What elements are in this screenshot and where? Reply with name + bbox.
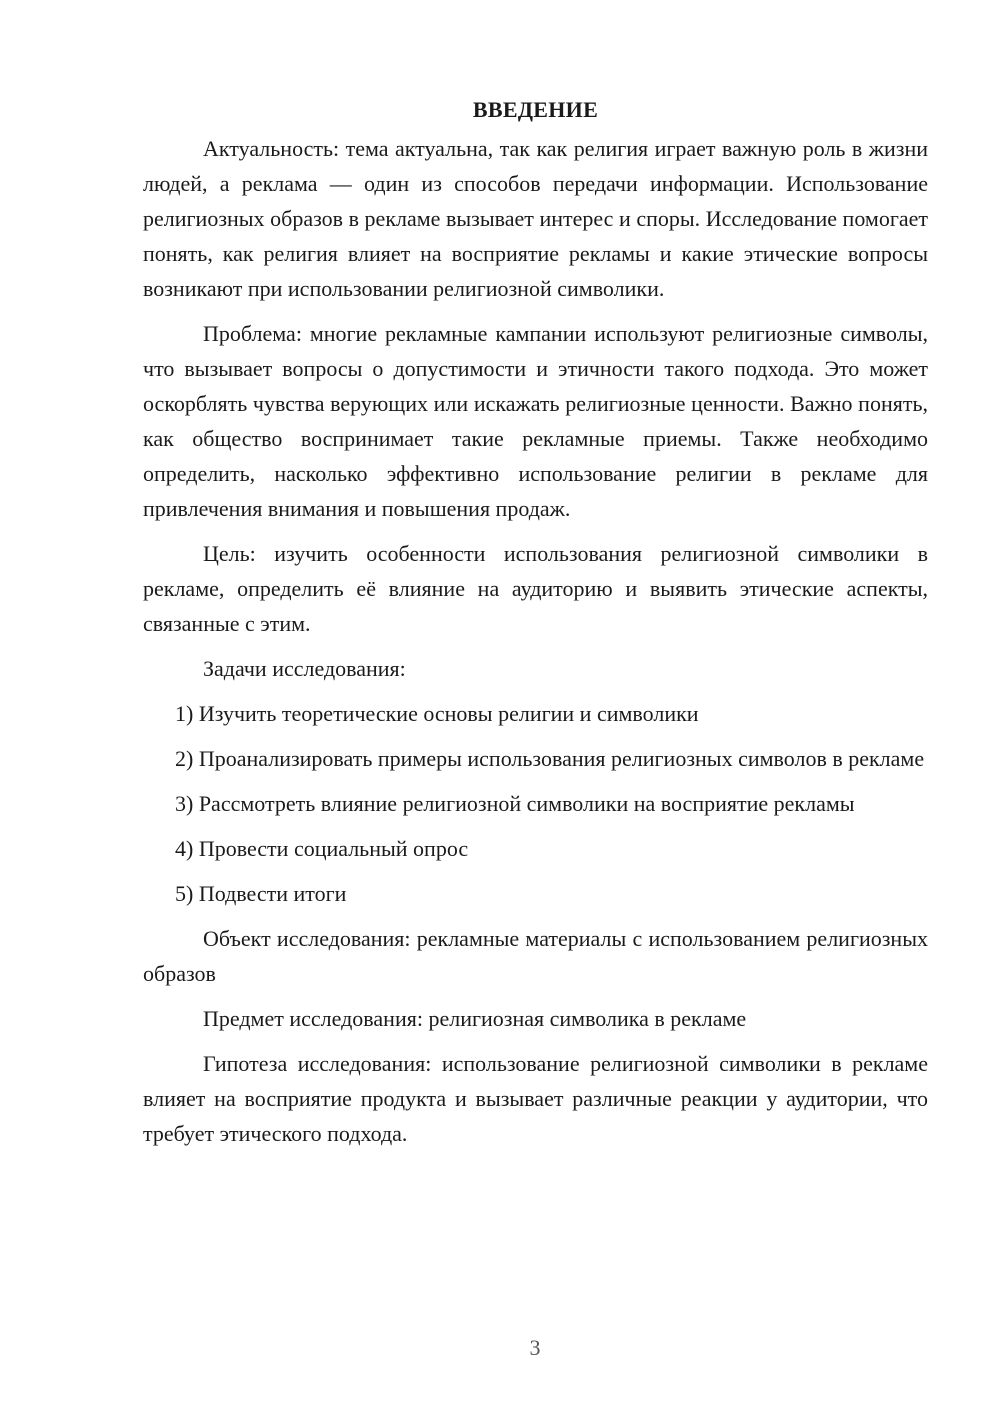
tasks-heading: Задачи исследования: — [203, 656, 406, 681]
document-page — [143, 92, 928, 1161]
paragraph-hypothesis: Гипотеза исследования: использование религиозной символики в рекламе влияет на восприятие продукта и вызывает различные реакции у аудитории, что требует этического подхода. — [143, 1051, 928, 1146]
page-title: ВВЕДЕНИЕ — [472, 97, 599, 122]
list-item: 2) Проанализировать примеры использования религиозных символов в рекламе — [175, 746, 925, 771]
paragraph-subject: Предмет исследования: религиозная символика в рекламе — [203, 1006, 747, 1031]
paragraph-relevance: Актуальность: тема актуальна, так как религия играет важную роль в жизни людей, а реклама — один из способов передачи информации. Использование религиозных образов в рекламе вызывает интерес и споры. Исследование помогает понять, как религия влияет на восприятие рекламы и какие этические вопросы возникают при использовании религиозной символики. — [143, 136, 928, 301]
paragraph-problem: Проблема: многие рекламные кампании используют религиозные символы, что вызывает вопросы о допустимости и этичности такого подхода. Это может оскорблять чувства верующих или искажать религиозные ценности. Важно понять, как общество воспринимает такие рекламные приемы. Также необходимо определить, насколько эффективно использование религии в рекламе для привлечения внимания и повышения продаж. — [143, 321, 928, 521]
tasks-list — [143, 696, 928, 911]
list-item: 5) Подвести итоги — [175, 881, 347, 906]
list-item: 4) Провести социальный опрос — [175, 836, 469, 861]
paragraph-goal: Цель: изучить особенности использования религиозной символики в рекламе, определить её влияние на аудиторию и выявить этические аспекты, связанные с этим. — [143, 541, 928, 636]
paragraph-object: Объект исследования: рекламные материалы с использованием религиозных образов — [143, 926, 928, 986]
list-item: 3) Рассмотреть влияние религиозной символики на восприятие рекламы — [175, 791, 855, 816]
list-item: 1) Изучить теоретические основы религии и символики — [175, 701, 699, 726]
page-number: 3 — [529, 1335, 541, 1360]
